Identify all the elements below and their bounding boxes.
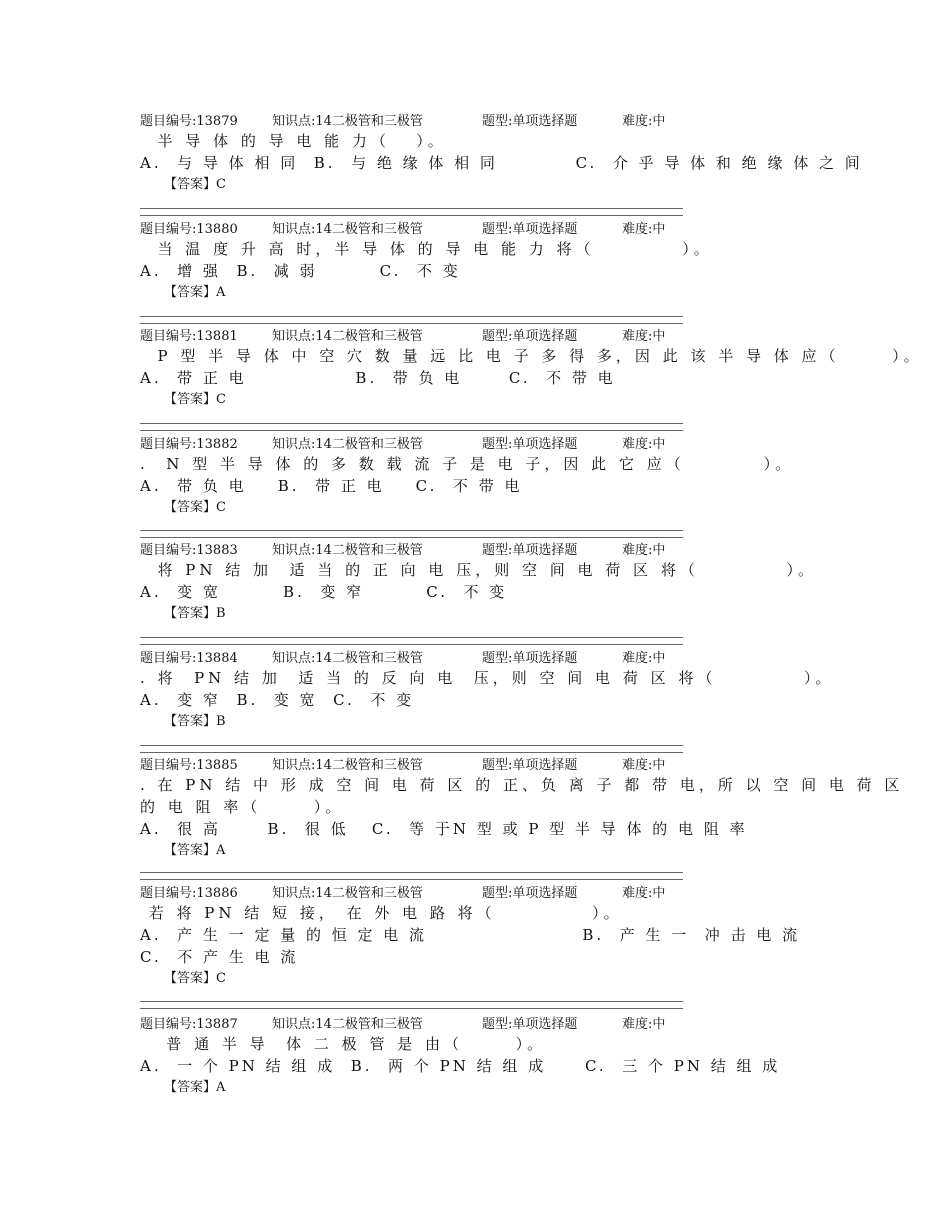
answer-key: 【答案】C: [164, 392, 226, 407]
difficulty: 难度:中: [622, 329, 666, 344]
answer-options: A. 一 个 PN 结 组 成 B. 两 个 PN 结 组 成 C. 三 个 PN 结 组 成: [140, 1057, 781, 1075]
answer-options: A. 变 窄 B. 变 宽 C. 不 变: [140, 691, 415, 709]
question-stem: P 型 半 导 体 中 空 穴 数 量 远 比 电 子 多 得 多，因 此 该 半 导 体 应（ ）。: [140, 347, 923, 365]
question-stem: 的 电 阻 率（ ）。: [140, 798, 345, 816]
answer-options: A. 带 负 电 B. 带 正 电 C. 不 带 电: [140, 477, 523, 495]
answer-options: A. 增 强 B. 减 弱 C. 不 变: [140, 262, 461, 280]
question-id: 题目编号:13881: [140, 329, 238, 344]
separator-line: [140, 530, 683, 538]
question-type: 题型:单项选择题: [482, 758, 578, 773]
difficulty: 难度:中: [622, 543, 666, 558]
question-meta: [140, 437, 820, 453]
question-stem: . N 型 半 导 体 的 多 数 载 流 子 是 电 子，因 此 它 应（ ）。: [140, 455, 795, 473]
question-type: 题型:单项选择题: [482, 886, 578, 901]
separator-line: [140, 637, 683, 645]
question-block: [140, 651, 835, 732]
answer-options: A. 与 导 体 相 同 B. 与 绝 缘 体 相 同 C. 介 乎 导 体 和 绝 缘 体 之 间: [140, 154, 863, 172]
question-id: 题目编号:13885: [140, 758, 238, 773]
question-type: 题型:单项选择题: [482, 1017, 578, 1032]
question-meta: [140, 1017, 820, 1033]
difficulty: 难度:中: [622, 437, 666, 452]
knowledge-point: 知识点:14二极管和三极管: [272, 543, 423, 558]
question-id: 题目编号:13884: [140, 651, 238, 666]
answer-key: 【答案】B: [164, 606, 226, 621]
separator-line: [140, 208, 683, 216]
answer-options: C. 不 产 生 电 流: [140, 948, 299, 966]
question-type: 题型:单项选择题: [482, 651, 578, 666]
question-meta: [140, 758, 820, 774]
question-block: [140, 758, 904, 861]
question-meta: [140, 114, 820, 130]
question-stem: 将 PN 结 加 适 当 的 正 向 电 压，则 空 间 电 荷 区 将（ ）。: [140, 561, 817, 579]
question-stem: 若 将 PN 结 短 接， 在 外 电 路 将（ ）。: [140, 904, 623, 922]
knowledge-point: 知识点:14二极管和三极管: [272, 114, 423, 129]
question-block: [140, 329, 923, 410]
difficulty: 难度:中: [622, 114, 666, 129]
question-stem: . 将 PN 结 加 适 当 的 反 向 电 压，则 空 间 电 荷 区 将（ ）。: [140, 669, 835, 687]
question-stem: 普 通 半 导 体 二 极 管 是 由（ ）。: [140, 1035, 547, 1053]
knowledge-point: 知识点:14二极管和三极管: [272, 886, 423, 901]
answer-key: 【答案】C: [164, 971, 226, 986]
knowledge-point: 知识点:14二极管和三极管: [272, 222, 423, 237]
answer-options: A. 变 宽 B. 变 窄 C. 不 变: [140, 583, 508, 601]
question-id: 题目编号:13882: [140, 437, 238, 452]
question-type: 题型:单项选择题: [482, 437, 578, 452]
knowledge-point: 知识点:14二极管和三极管: [272, 1017, 423, 1032]
difficulty: 难度:中: [622, 651, 666, 666]
question-id: 题目编号:13880: [140, 222, 238, 237]
question-block: [140, 886, 820, 989]
answer-options: A. 带 正 电 B. 带 负 电 C. 不 带 电: [140, 369, 616, 387]
question-block: [140, 1017, 820, 1098]
answer-key: 【答案】A: [164, 285, 226, 300]
separator-line: [140, 1001, 683, 1009]
difficulty: 难度:中: [622, 886, 666, 901]
question-meta: [140, 329, 820, 345]
answer-key: 【答案】B: [164, 714, 226, 729]
separator-line: [140, 316, 683, 324]
question-meta: [140, 222, 820, 238]
answer-options: A. 很 高 B. 很 低 C. 等 于N 型 或 P 型 半 导 体 的 电 阻 率: [140, 820, 748, 838]
separator-line: [140, 423, 683, 431]
question-type: 题型:单项选择题: [482, 329, 578, 344]
question-id: 题目编号:13883: [140, 543, 238, 558]
question-type: 题型:单项选择题: [482, 543, 578, 558]
answer-options: A. 产 生 一 定 量 的 恒 定 电 流 B. 产 生 一 冲 击 电 流: [140, 926, 801, 944]
answer-key: 【答案】A: [164, 843, 226, 858]
question-type: 题型:单项选择题: [482, 222, 578, 237]
question-meta: [140, 651, 820, 667]
answer-key: 【答案】C: [164, 177, 226, 192]
difficulty: 难度:中: [622, 1017, 666, 1032]
question-id: 题目编号:13879: [140, 114, 238, 129]
knowledge-point: 知识点:14二极管和三极管: [272, 758, 423, 773]
question-stem: . 在 PN 结 中 形 成 空 间 电 荷 区 的 正、负 离 子 都 带 电，所 以 空 间 电 荷 区: [140, 776, 904, 794]
knowledge-point: 知识点:14二极管和三极管: [272, 651, 423, 666]
question-id: 题目编号:13887: [140, 1017, 238, 1032]
question-block: [140, 114, 863, 195]
question-block: [140, 437, 820, 518]
question-id: 题目编号:13886: [140, 886, 238, 901]
answer-key: 【答案】A: [164, 1080, 226, 1095]
difficulty: 难度:中: [622, 222, 666, 237]
question-stem: 半 导 体 的 导 电 能 力（ ）。: [140, 132, 447, 150]
knowledge-point: 知识点:14二极管和三极管: [272, 329, 423, 344]
separator-line: [140, 745, 683, 753]
knowledge-point: 知识点:14二极管和三极管: [272, 437, 423, 452]
question-block: [140, 222, 820, 303]
question-meta: [140, 886, 820, 902]
answer-key: 【答案】C: [164, 500, 226, 515]
question-stem: 当 温 度 升 高 时，半 导 体 的 导 电 能 力 将（ ）。: [140, 240, 713, 258]
question-block: [140, 543, 820, 624]
separator-line: [140, 872, 683, 880]
difficulty: 难度:中: [622, 758, 666, 773]
question-meta: [140, 543, 820, 559]
question-type: 题型:单项选择题: [482, 114, 578, 129]
